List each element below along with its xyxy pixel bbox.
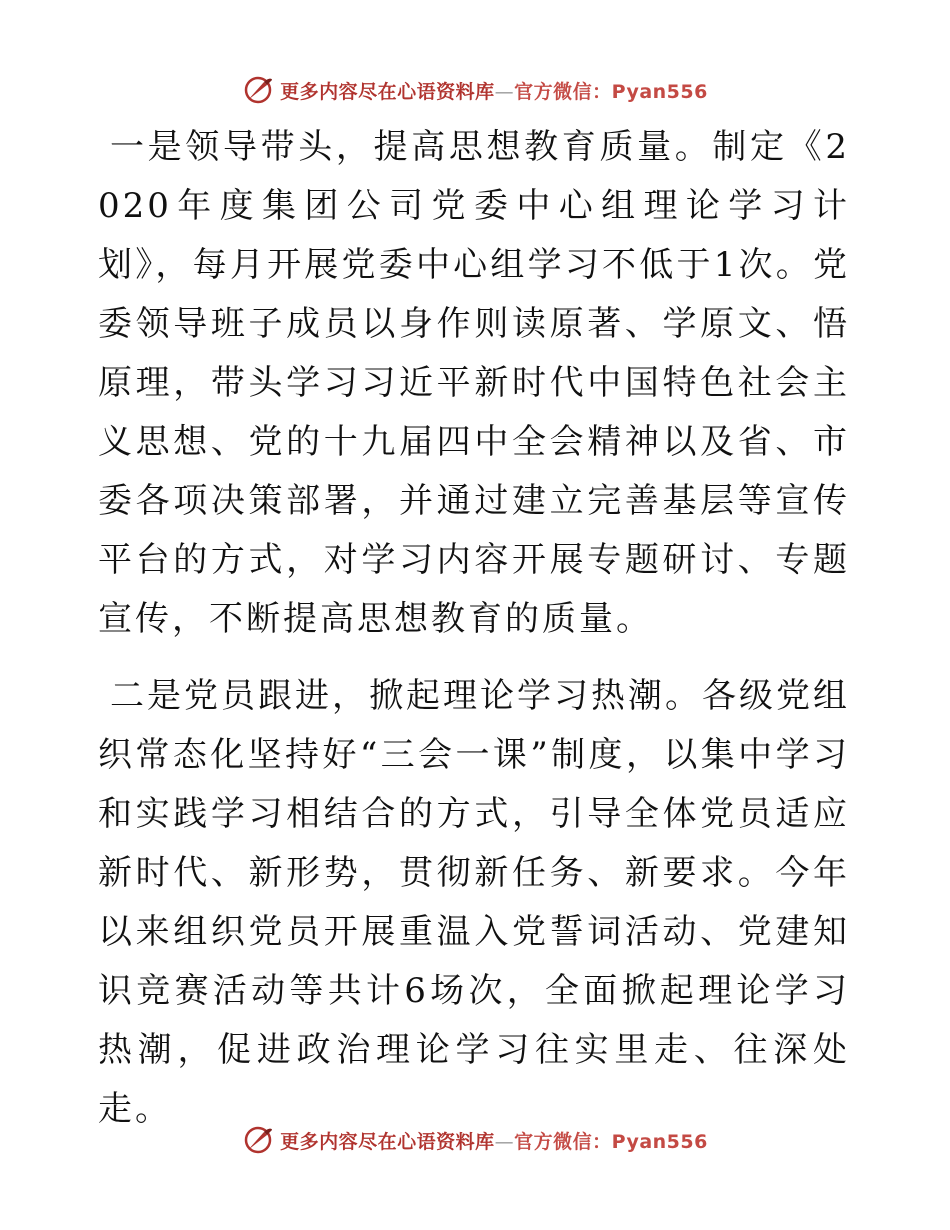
watermark-site-name: 更多内容尽在心语资料库 [280, 80, 495, 103]
watermark-dash: — [494, 1130, 515, 1153]
watermark-dash: — [494, 80, 515, 103]
watermark-wechat-label: 官方微信： [514, 80, 612, 103]
footer-watermark [0, 1120, 950, 1160]
watermark-site-name: 更多内容尽在心语资料库 [280, 1130, 495, 1153]
quill-logo-icon [242, 74, 274, 106]
footer-watermark-text [280, 1127, 708, 1154]
paragraph-1: 一是领导带头，提高思想教育质量。制定《2020年度集团公司党委中心组理论学习计划》，每月开展党委中心组学习不低于1次。党委领导班子成员以身作则读原著、学原文、悟原理，带头学习习近平新时代中国特色社会主义思想、党的十九届四中全会精神以及省、市委各项决策部署，并通过建立完善基层等宣传平台的方式，对学习内容开展专题研讨、专题宣传，不断提高思想教育的质量。 [98, 127, 850, 639]
header-watermark [0, 70, 950, 110]
watermark-wechat-label: 官方微信： [514, 1130, 612, 1153]
header-watermark-text [280, 77, 708, 104]
watermark-wechat-id: Pyan556 [611, 80, 708, 103]
paragraph-2: 二是党员跟进，掀起理论学习热潮。各级党组织常态化坚持好“三会一课”制度，以集中学习和实践学习相结合的方式，引导全体党员适应新时代、新形势，贯彻新任务、新要求。今年以来组织党员开展重温入党誓词活动、党建知识竞赛活动等共计6场次，全面掀起理论学习热潮，促进政治理论学习往实里走、往深处走。 [98, 676, 850, 1129]
quill-logo-icon [242, 1124, 274, 1156]
document-body [98, 118, 850, 1139]
watermark-wechat-id: Pyan556 [611, 1130, 708, 1153]
